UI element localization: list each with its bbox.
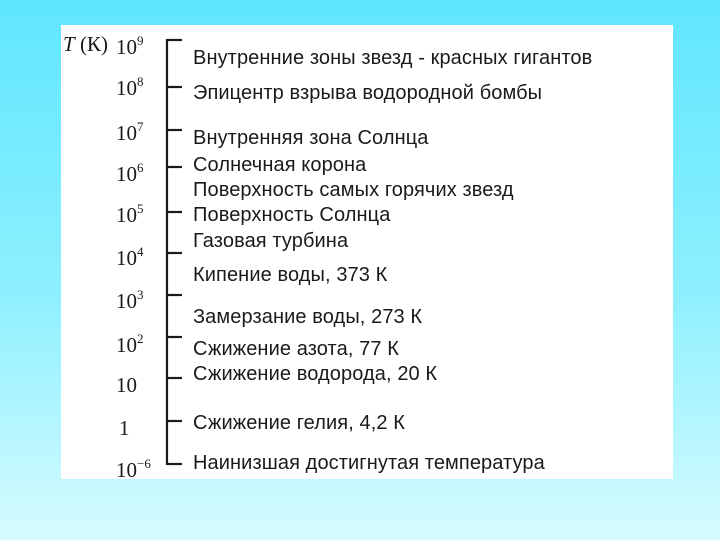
scale-label: Сжижение азота, 77 К (193, 338, 399, 360)
scale-label: Сжижение водорода, 20 К (193, 363, 438, 385)
tick-label: 10 (116, 373, 137, 397)
tick-label: $10^{-6}$ (116, 456, 151, 482)
tick-label: 1 (119, 416, 130, 440)
scale-label: Наинизшая достигнутая температура (193, 452, 545, 474)
tick-label: $10^6$ (116, 160, 144, 186)
scale-label: Солнечная корона (193, 154, 367, 176)
tick-label: $10^9$ (116, 33, 144, 59)
scale-label: Замерзание воды, 273 К (193, 306, 423, 328)
temperature-scale-panel (61, 25, 673, 482)
axis-unit: (К) (79, 32, 108, 56)
scale-label: Сжижение гелия, 4,2 К (193, 412, 406, 434)
tick-label: $10^3$ (116, 287, 144, 313)
scale-label: Поверхность самых горячих звезд (193, 179, 514, 201)
tick-label: $10^4$ (116, 244, 144, 270)
scale-label: Кипение воды, 373 К (193, 264, 388, 286)
scale-label: Поверхность Солнца (193, 204, 391, 226)
tick-label: $10^5$ (116, 201, 144, 227)
scale-label: Внутренние зоны звезд - красных гигантов (193, 47, 593, 69)
tick-label: $10^7$ (116, 119, 144, 145)
tick-label: $10^2$ (116, 331, 144, 357)
scale-label: Внутренняя зона Солнца (193, 127, 429, 149)
axis-symbol: T (63, 32, 75, 56)
scale-label: Газовая турбина (193, 230, 349, 252)
tick-label: $10^8$ (116, 74, 144, 100)
scale-label: Эпицентр взрыва водородной бомбы (193, 82, 543, 104)
